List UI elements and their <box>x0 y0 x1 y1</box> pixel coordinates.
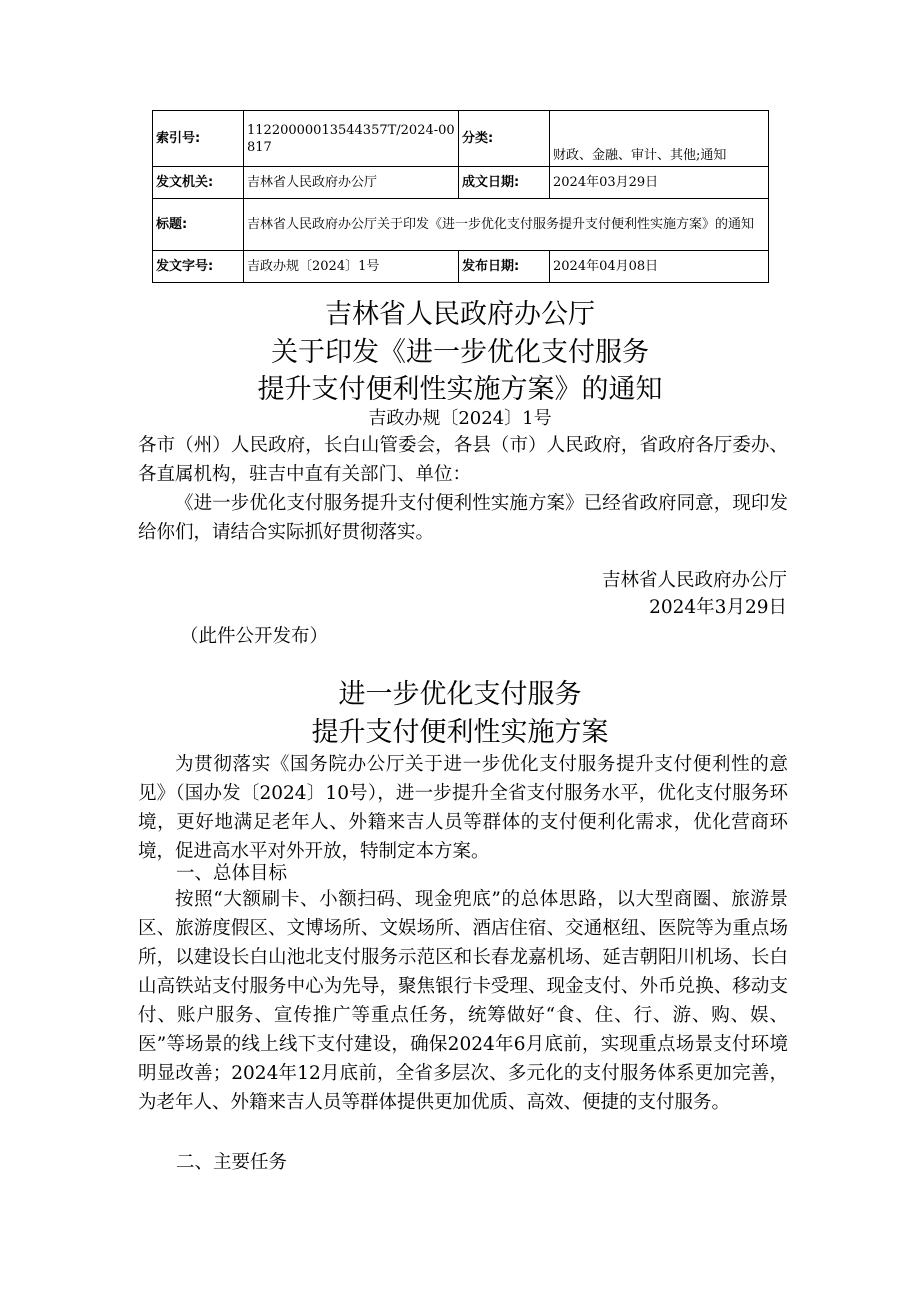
notice-date: 2024年3月29日 <box>649 597 787 618</box>
notice-signature: 吉林省人民政府办公厅 <box>601 570 787 591</box>
index-number-value: 11220000013544357T/2024-00817 <box>244 111 459 167</box>
section-1-paragraph: 按照“大额刷卡、小额扫码、现金兜底”的总体思路，以大型商圈、旅游景区、旅游度假区、文博场所、文娱场所、酒店住宿、交通枢纽、医院等为重点场所，以建设长白山池北支付服务示范区和长春龙嘉机场、延吉朝阳川机场、长白山高铁站支付服务中心为先导，聚焦银行卡受理、现金支付、外币兑换、移动支付、账户服务、宣传推广等重点任务，统筹做好“食、住、行、游、购、娱、医”等场景的线上线下支付建设，确保2024年6月底前，实现重点场景支付环境明显改善；2024年12月底前，全省多层次、多元化的支付服务体系更加完善，为老年人、外籍来吉人员等群体提供更加优质、高效、便捷的支付服务。 <box>138 889 788 1113</box>
plan-intro-paragraph: 为贯彻落实《国务院办公厅关于进一步优化支付服务提升支付便利性的意见》（国办发〔2024〕10号），进一步提升全省支付服务水平，优化支付服务环境，更好地满足老年人、外籍来吉人员等群体的支付便利化需求，优化营商环境，促进高水平对外开放，特制定本方案。 <box>138 754 788 862</box>
public-release-note: （此件公开发布） <box>180 626 329 647</box>
notice-doc-number: 吉政办规〔2024〕1号 <box>368 408 552 429</box>
doc-number-label: 发文字号: <box>153 251 244 283</box>
publish-date-label: 发布日期: <box>459 251 550 283</box>
doc-number-value: 吉政办规〔2024〕1号 <box>244 251 459 283</box>
notice-title-line-3: 提升支付便利性实施方案》的通知 <box>257 374 663 405</box>
category-label: 分类: <box>459 111 550 167</box>
notice-title-line-1: 吉林省人民政府办公厅 <box>325 299 595 330</box>
category-value: 财政、金融、审计、其他;通知 <box>550 111 769 167</box>
notice-body: 《进一步优化支付服务提升支付便利性实施方案》已经省政府同意，现印发给你们，请结合实际抓好贯彻落实。 <box>138 493 788 543</box>
title-label: 标题: <box>153 199 244 251</box>
notice-title-line-2: 关于印发《进一步优化支付服务 <box>271 337 649 368</box>
plan-title-line-2: 提升支付便利性实施方案 <box>311 717 609 748</box>
notice-addressees: 各市（州）人民政府，长白山管委会，各县（市）人民政府，省政府各厅委办、各直属机构，驻吉中直有关部门、单位： <box>138 435 788 485</box>
written-date-value: 2024年03月29日 <box>550 167 769 199</box>
issuer-label: 发文机关: <box>153 167 244 199</box>
document-metadata-table <box>152 110 769 283</box>
index-number-label: 索引号: <box>153 111 244 167</box>
section-1-heading: 一、总体目标 <box>176 863 288 884</box>
issuer-value: 吉林省人民政府办公厅 <box>244 167 459 199</box>
written-date-label: 成文日期: <box>459 167 550 199</box>
publish-date-value: 2024年04月08日 <box>550 251 769 283</box>
plan-title-line-1: 进一步优化支付服务 <box>338 679 582 710</box>
section-2-heading: 二、主要任务 <box>176 1152 288 1173</box>
title-value: 吉林省人民政府办公厅关于印发《进一步优化支付服务提升支付便利性实施方案》的通知 <box>244 199 769 251</box>
